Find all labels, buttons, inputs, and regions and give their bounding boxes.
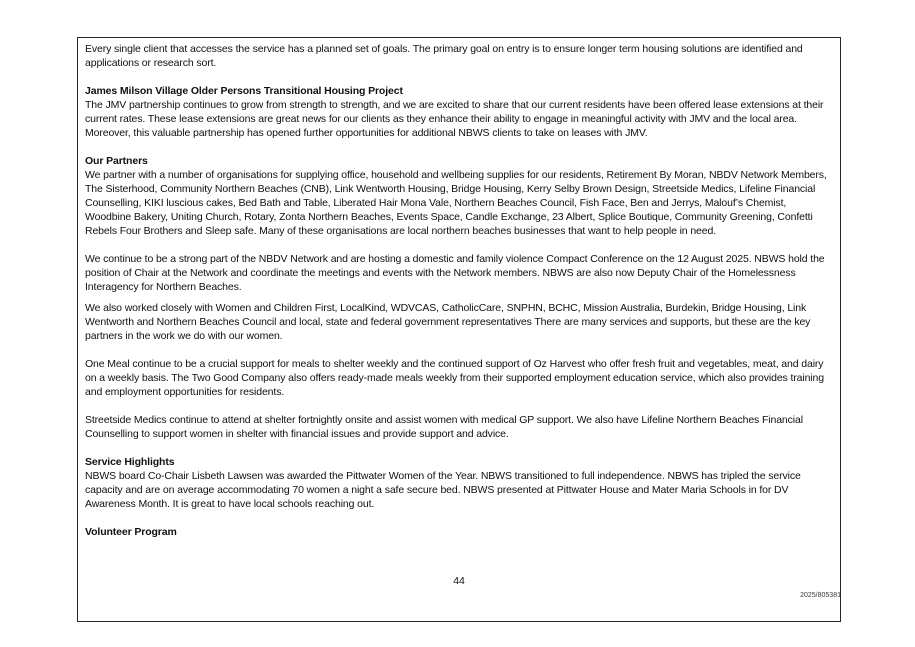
paragraph-one-meal: One Meal continue to be a crucial support for meals to shelter weekly and the continued support of Oz Harvest who offer fresh fruit and vegetables, meat, and dairy on a weekly basis. The Two Good Company also offers ready-made meals weekly from their supported employment education service, which also provides training and employment opportunities for residents. xyxy=(85,358,824,398)
page-number: 44 xyxy=(453,575,465,587)
paragraph-client-goals: Every single client that accesses the service has a planned set of goals. The primary goal on entry is to ensure longer term housing solutions are identified and applications or research sort. xyxy=(85,43,803,69)
section-heading-volunteer-program: Volunteer Program xyxy=(85,526,177,538)
paragraph-key-partners: We also worked closely with Women and Children First, LocalKind, WDVCAS, CatholicCare, SNPHN, BCHC, Mission Australia, Burdekin, Bridge Housing, Link Wentworth and Northern Beaches Council and local, state and federal government representatives There are many services and supports, but these are the key partners in the work we do with our women. xyxy=(85,302,811,342)
document-reference: 2025/805381 xyxy=(800,592,841,599)
paragraph-partner-organisations: We partner with a number of organisations for supplying office, household and wellbeing supplies for our residents, Retirement By Moran, NBDV Network Members, The Sisterhood, Community Northern Beaches (CNB), Link Wentworth Housing, Bridge Housing, Kerry Selby Brown Design, Streetside Medics, Lifeline Financial Counselling, KIKI luscious cakes, Bed Bath and Table, Liberated Hair Mona Vale, Northern Beaches Council, Fish Face, Ben and Jerrys, Malouf’s Chemist, Woodbine Bakery, Uniting Church, Rotary, Zonta Northern Beaches, Events Space, Candle Exchange, 23 Albert, Splice Boutique, Community Greening, Confetti Rebels Four Brothers and Sleep safe. Many of these organisations are local northern beaches businesses that want to help people in need. xyxy=(85,169,827,237)
document-page xyxy=(77,37,841,622)
section-heading-our-partners: Our Partners xyxy=(85,155,148,167)
section-heading-jmv-project: James Milson Village Older Persons Transitional Housing Project xyxy=(85,85,403,97)
paragraph-service-highlights: NBWS board Co-Chair Lisbeth Lawsen was awarded the Pittwater Women of the Year. NBWS transitioned to full independence. NBWS has tripled the service capacity and are on average accommodating 70 women a night a safe secure bed. NBWS presented at Pittwater House and Mater Maria Schools in for DV Awareness Month. It is great to have local schools reaching out. xyxy=(85,470,801,510)
paragraph-streetside-medics: Streetside Medics continue to attend at shelter fortnightly onsite and assist women with medical GP support. We also have Lifeline Northern Beaches Financial Counselling to support women in shelter with financial issues and provide support and advice. xyxy=(85,414,803,440)
paragraph-nbdv-network: We continue to be a strong part of the NBDV Network and are hosting a domestic and family violence Compact Conference on the 12 August 2025. NBWS hold the position of Chair at the Network and coordinate the meetings and events with the Network members. NBWS are also now Deputy Chair of the Homelessness Interagency for Northern Beaches. xyxy=(85,253,825,293)
paragraph-jmv-partnership: The JMV partnership continues to grow from strength to strength, and we are excited to share that our current residents have been offered lease extensions at their current rates. These lease extensions are great news for our clients as they enhance their ability to engage in meaningful activity with JMV and the local area. Moreover, this valuable partnership has opened further opportunities for additional NBWS clients to take on leases with JMV. xyxy=(85,99,824,139)
section-heading-service-highlights: Service Highlights xyxy=(85,456,175,468)
